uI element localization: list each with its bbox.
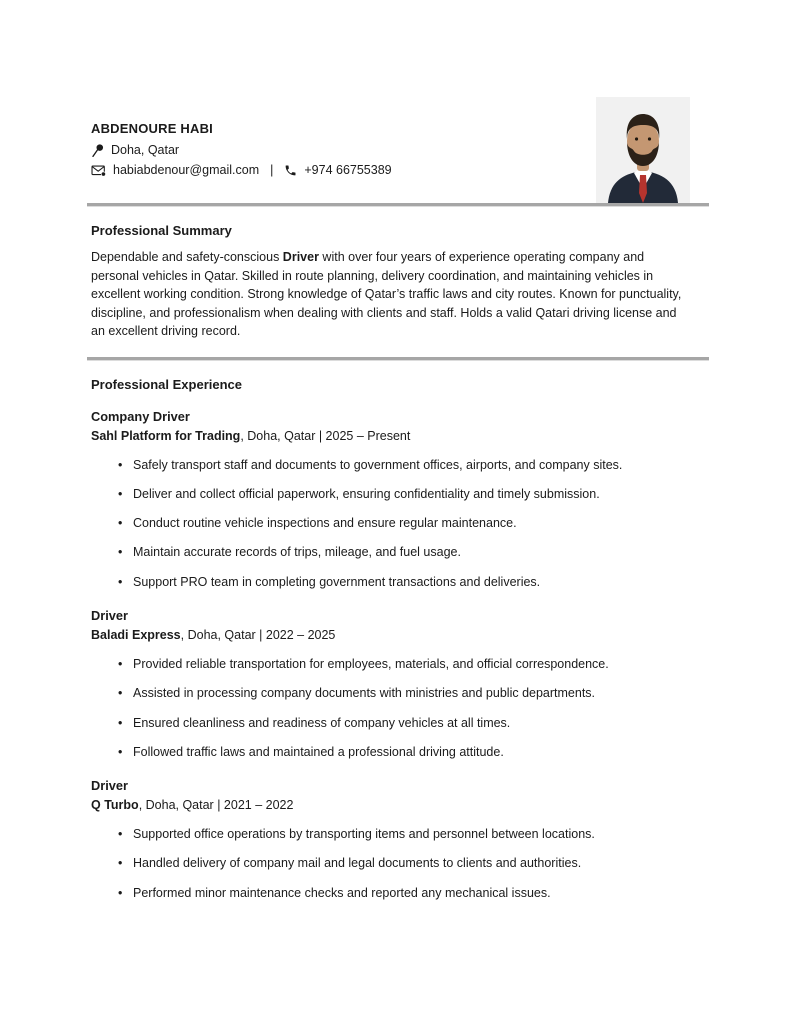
job-bullet-list <box>91 825 707 902</box>
contact-separator: | <box>270 163 274 177</box>
experience-heading: Professional Experience <box>91 376 243 392</box>
job-bullet-list <box>91 655 707 761</box>
resume-content <box>91 0 707 913</box>
email-text: habiabdenour@gmail.com <box>113 163 260 177</box>
job-location-dates: , Doha, Qatar | 2022 – 2025 <box>180 627 336 642</box>
job-meta <box>91 626 707 645</box>
section-divider <box>87 357 709 361</box>
job-company: Sahl Platform for Trading <box>91 428 241 443</box>
summary-heading: Professional Summary <box>91 223 232 238</box>
job-company: Q Turbo <box>91 797 139 812</box>
bullet-item: • Performed minor maintenance checks and reported any mechanical issues. <box>91 884 693 903</box>
summary-lead: Dependable and safety-conscious <box>91 250 283 264</box>
bullet-item: • Supported office operations by transporting items and personnel between locations. <box>91 825 693 844</box>
job-company: Baladi Express <box>91 627 181 642</box>
summary-rest: with over four years of experience operating company and personal vehicles in Qatar. Skilled in route planning, delivery coordination, and maintaining vehicles in excellent working condition. Strong knowledge of Qatar’s traffic laws and city routes. Known for punctuality, discipline, and professionalism when dealing with clients and staff. Holds a valid Qatari driving license and an excellent driving record. <box>91 250 682 339</box>
bullet-item: • Deliver and collect official paperwork, ensuring confidentiality and timely submission. <box>91 485 693 504</box>
bullet-item: • Conduct routine vehicle inspections and ensure regular maintenance. <box>91 514 693 533</box>
summary-paragraph <box>91 248 691 341</box>
phone-receiver-icon <box>284 164 297 177</box>
bullet-item: • Support PRO team in completing government transactions and deliveries. <box>91 573 693 592</box>
job-entry <box>91 408 707 591</box>
job-title: Company Driver <box>91 408 190 424</box>
job-meta <box>91 796 707 815</box>
pushpin-icon <box>91 143 104 158</box>
candidate-name: ABDENOURE HABI <box>91 121 213 136</box>
bullet-item: • Handled delivery of company mail and legal documents to clients and authorities. <box>91 854 693 873</box>
bullet-item: • Ensured cleanliness and readiness of company vehicles at all times. <box>91 714 693 733</box>
job-title: Driver <box>91 778 128 794</box>
contact-row <box>91 163 707 178</box>
bullet-item: • Followed traffic laws and maintained a professional driving attitude. <box>91 743 693 762</box>
job-meta <box>91 427 707 446</box>
location-row <box>91 143 707 158</box>
location-text: Doha, Qatar <box>111 143 180 157</box>
job-location-dates: , Doha, Qatar | 2025 – Present <box>240 428 411 443</box>
job-title: Driver <box>91 608 128 624</box>
job-entry <box>91 607 707 761</box>
envelope-icon <box>91 164 106 177</box>
summary-bold-word: Driver <box>282 250 319 264</box>
bullet-item: • Assisted in processing company documents with ministries and public departments. <box>91 684 693 703</box>
bullet-item: • Provided reliable transportation for employees, materials, and official correspondence. <box>91 655 693 674</box>
job-location-dates: , Doha, Qatar | 2021 – 2022 <box>138 797 294 812</box>
job-entry <box>91 777 707 902</box>
section-divider <box>87 203 709 207</box>
bullet-item: • Safely transport staff and documents to government offices, airports, and company sites. <box>91 456 693 475</box>
job-bullet-list <box>91 456 707 591</box>
phone-text: +974 66755389 <box>304 163 392 177</box>
bullet-item: • Maintain accurate records of trips, mileage, and fuel usage. <box>91 543 693 562</box>
